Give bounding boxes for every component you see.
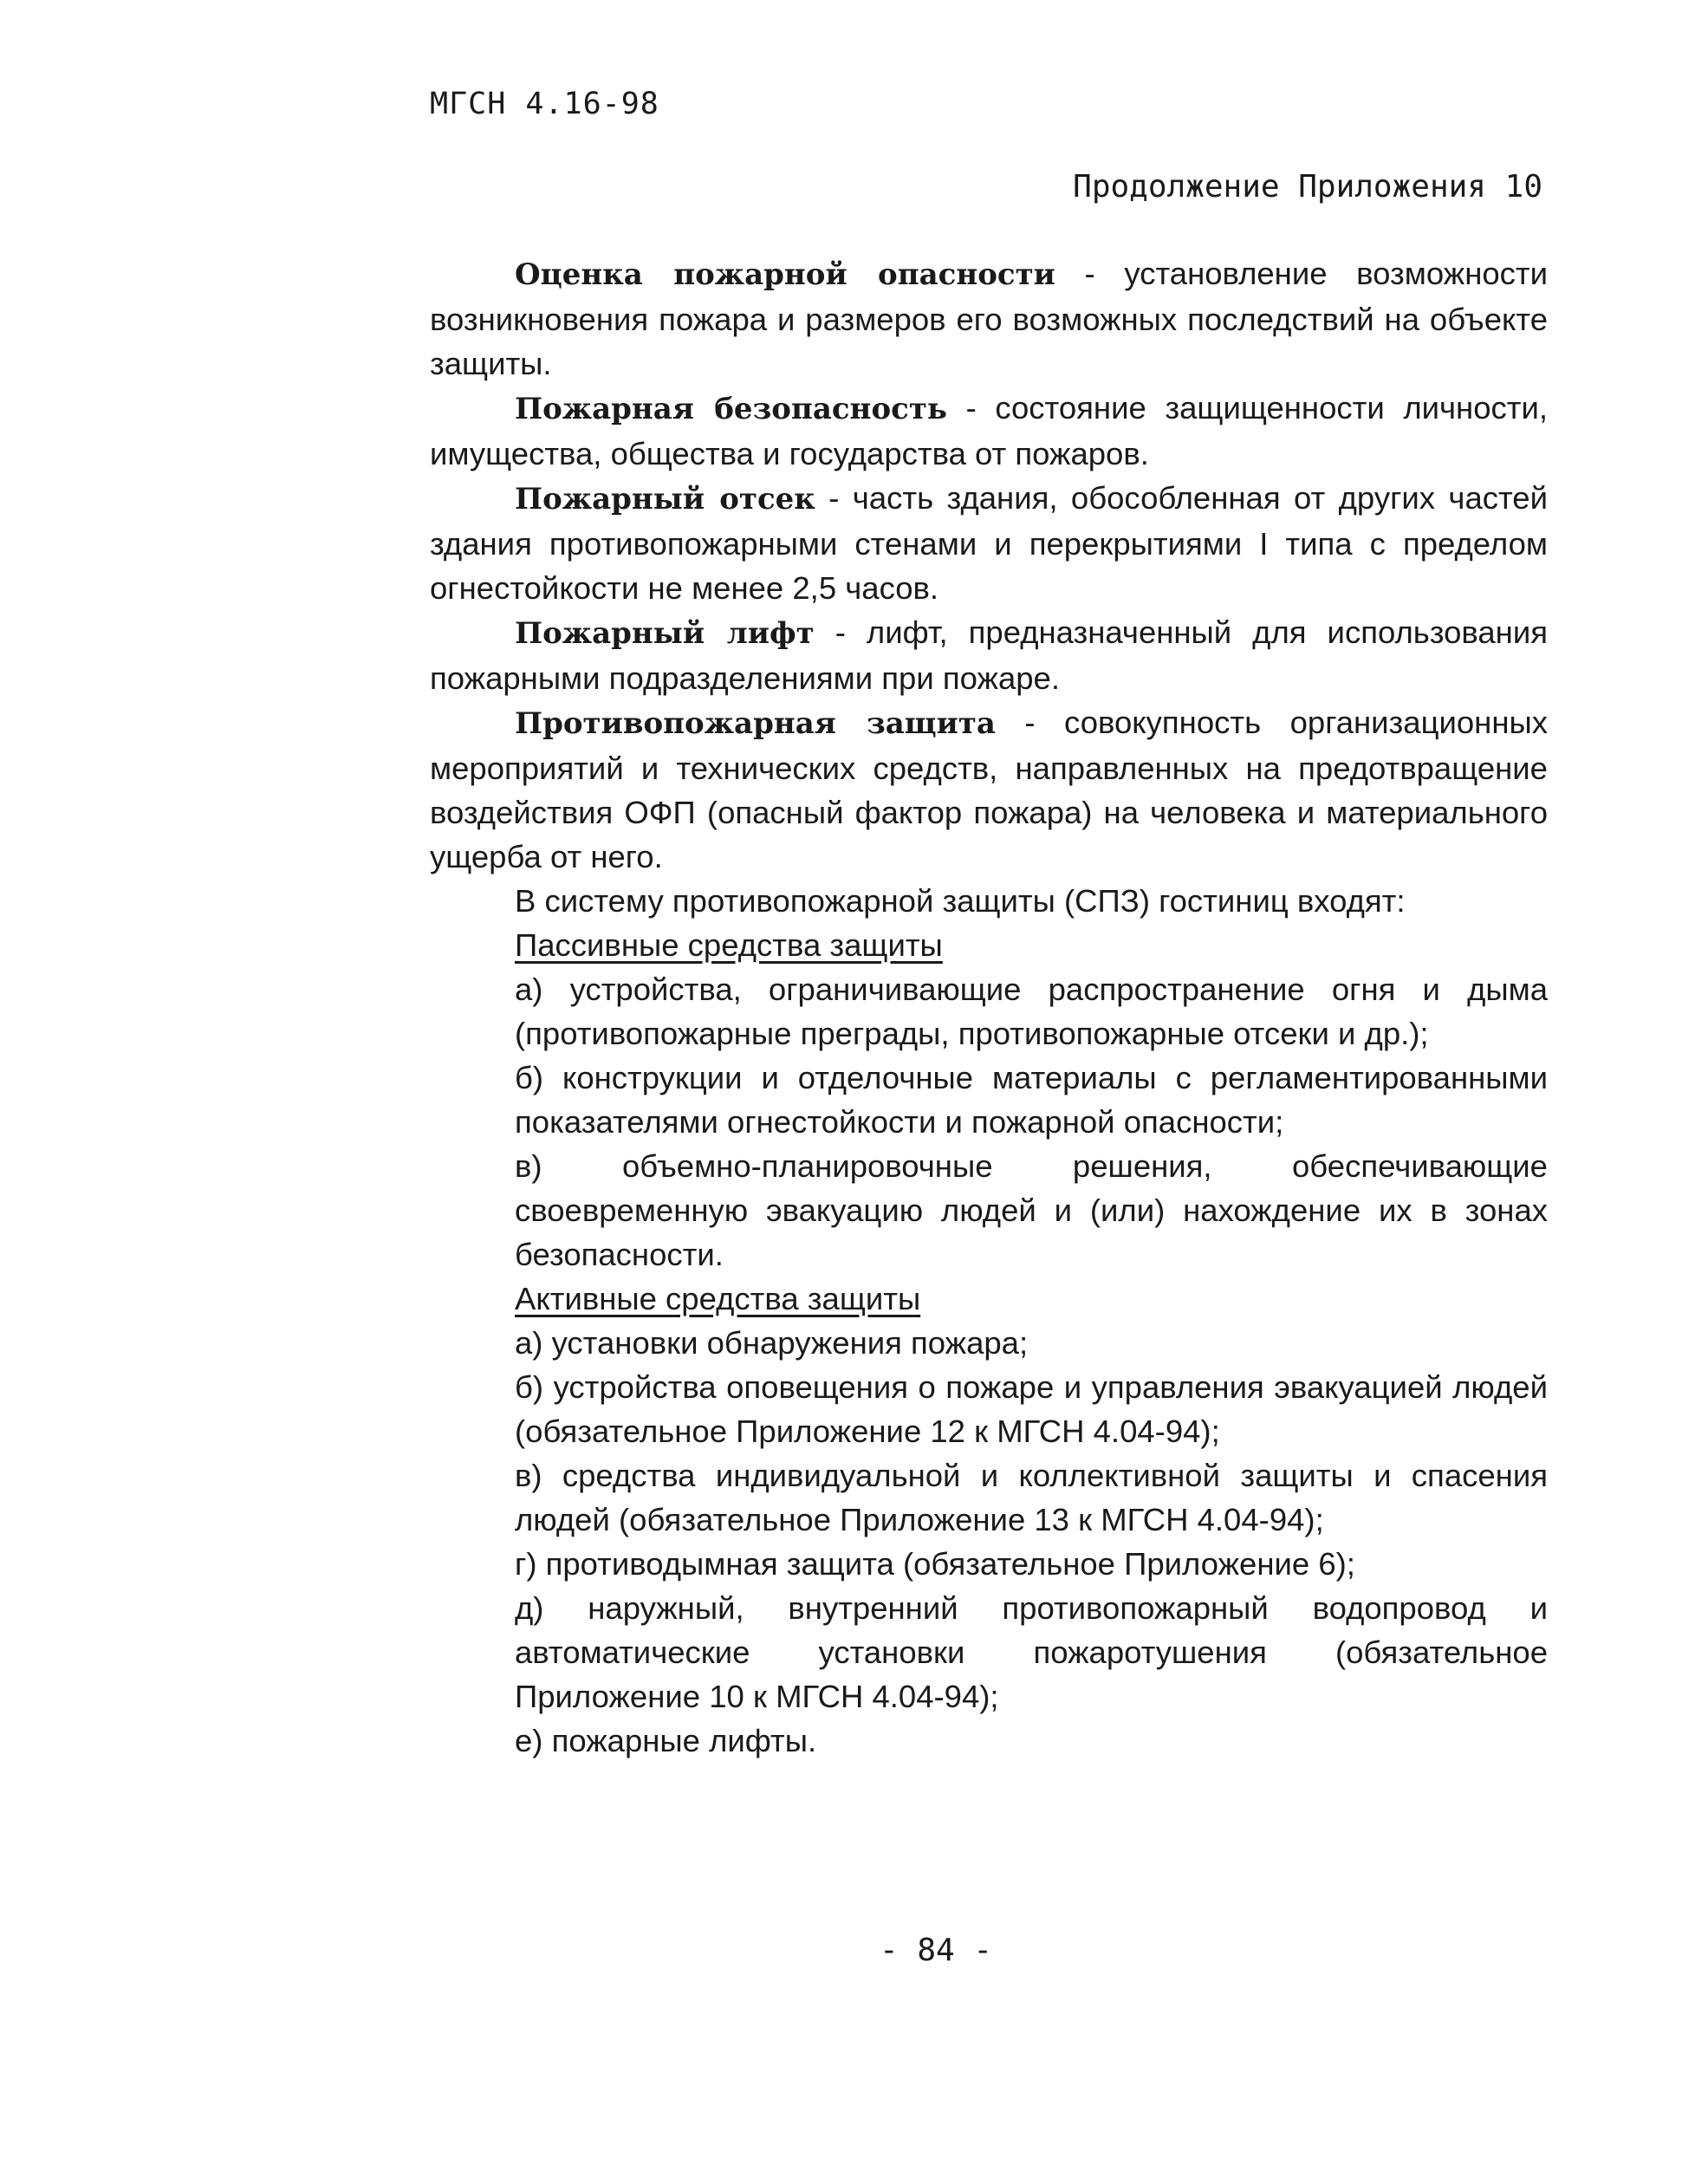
definition-text: - совокупность организационных мероприятий и технических средств, направленных на предотвращение воздействия ОФП (опасный фактор пожара) на человека и материального ущерба от него.: [430, 705, 1548, 874]
term: Противопожарная защита: [515, 706, 996, 741]
definition-fire-safety: [430, 386, 1548, 476]
list-item: д) наружный, внутренний противопожарный водопровод и автоматические установки пожаротушения (обязательное Приложение 10 к МГСН 4.04-94);: [515, 1590, 1548, 1714]
list-item: в) объемно-планировочные решения, обеспечивающие своевременную эвакуацию людей и (или) нахождение их в зонах безопасности.: [515, 1148, 1548, 1272]
document-body: [430, 251, 1548, 1763]
definition-fire-hazard-assessment: [430, 251, 1548, 386]
term: Пожарный лифт: [515, 616, 815, 651]
definition-fire-protection: [430, 700, 1548, 879]
list-item: е) пожарные лифты.: [515, 1723, 817, 1758]
term: Оценка пожарной опасности: [515, 257, 1055, 292]
document-code: МГСН 4.16-98: [430, 87, 659, 121]
sps-intro: В систему противопожарной защиты (СПЗ) гостиниц входят:: [515, 883, 1406, 919]
definition-fire-lift: [430, 610, 1548, 700]
definition-text: - лифт, предназначенный для использования пожарными подразделениями при пожаре.: [430, 614, 1548, 696]
appendix-continuation-label: Продолжение Приложения 10: [1073, 169, 1542, 205]
definition-fire-compartment: [430, 476, 1548, 610]
list-item: в) средства индивидуальной и коллективной защиты и спасения людей (обязательное Приложение 13 к МГСН 4.04-94);: [515, 1458, 1548, 1537]
list-item: б) устройства оповещения о пожаре и управления эвакуацией людей (обязательное Приложение 12 к МГСН 4.04-94);: [515, 1369, 1548, 1449]
list-item: б) конструкции и отделочные материалы с регламентированными показателями огнестойкости и пожарной опасности;: [515, 1060, 1548, 1140]
definition-text: - установление возможности возникновения пожара и размеров его возможных последствий на объекте защиты.: [430, 256, 1549, 381]
list-item: г) противодымная защита (обязательное Приложение 6);: [515, 1546, 1355, 1582]
term: Пожарная безопасность: [515, 392, 947, 426]
active-means-heading: Активные средства защиты: [515, 1281, 921, 1316]
page-number: - 84 -: [879, 1933, 993, 1968]
list-item: а) устройства, ограничивающие распространение огня и дыма (противопожарные преграды, противопожарные отсеки и др.);: [515, 972, 1548, 1051]
passive-means-heading: Пассивные средства защиты: [515, 927, 943, 963]
term: Пожарный отсек: [515, 482, 815, 517]
definition-text: - состояние защищенности личности, имущества, общества и государства от пожаров.: [430, 390, 1548, 471]
list-item: а) установки обнаружения пожара;: [515, 1325, 1029, 1361]
definition-text: - часть здания, обособленная от других частей здания противопожарными стенами и перекрытиями I типа с пределом огнестойкости не менее 2,5 часов.: [430, 480, 1548, 606]
